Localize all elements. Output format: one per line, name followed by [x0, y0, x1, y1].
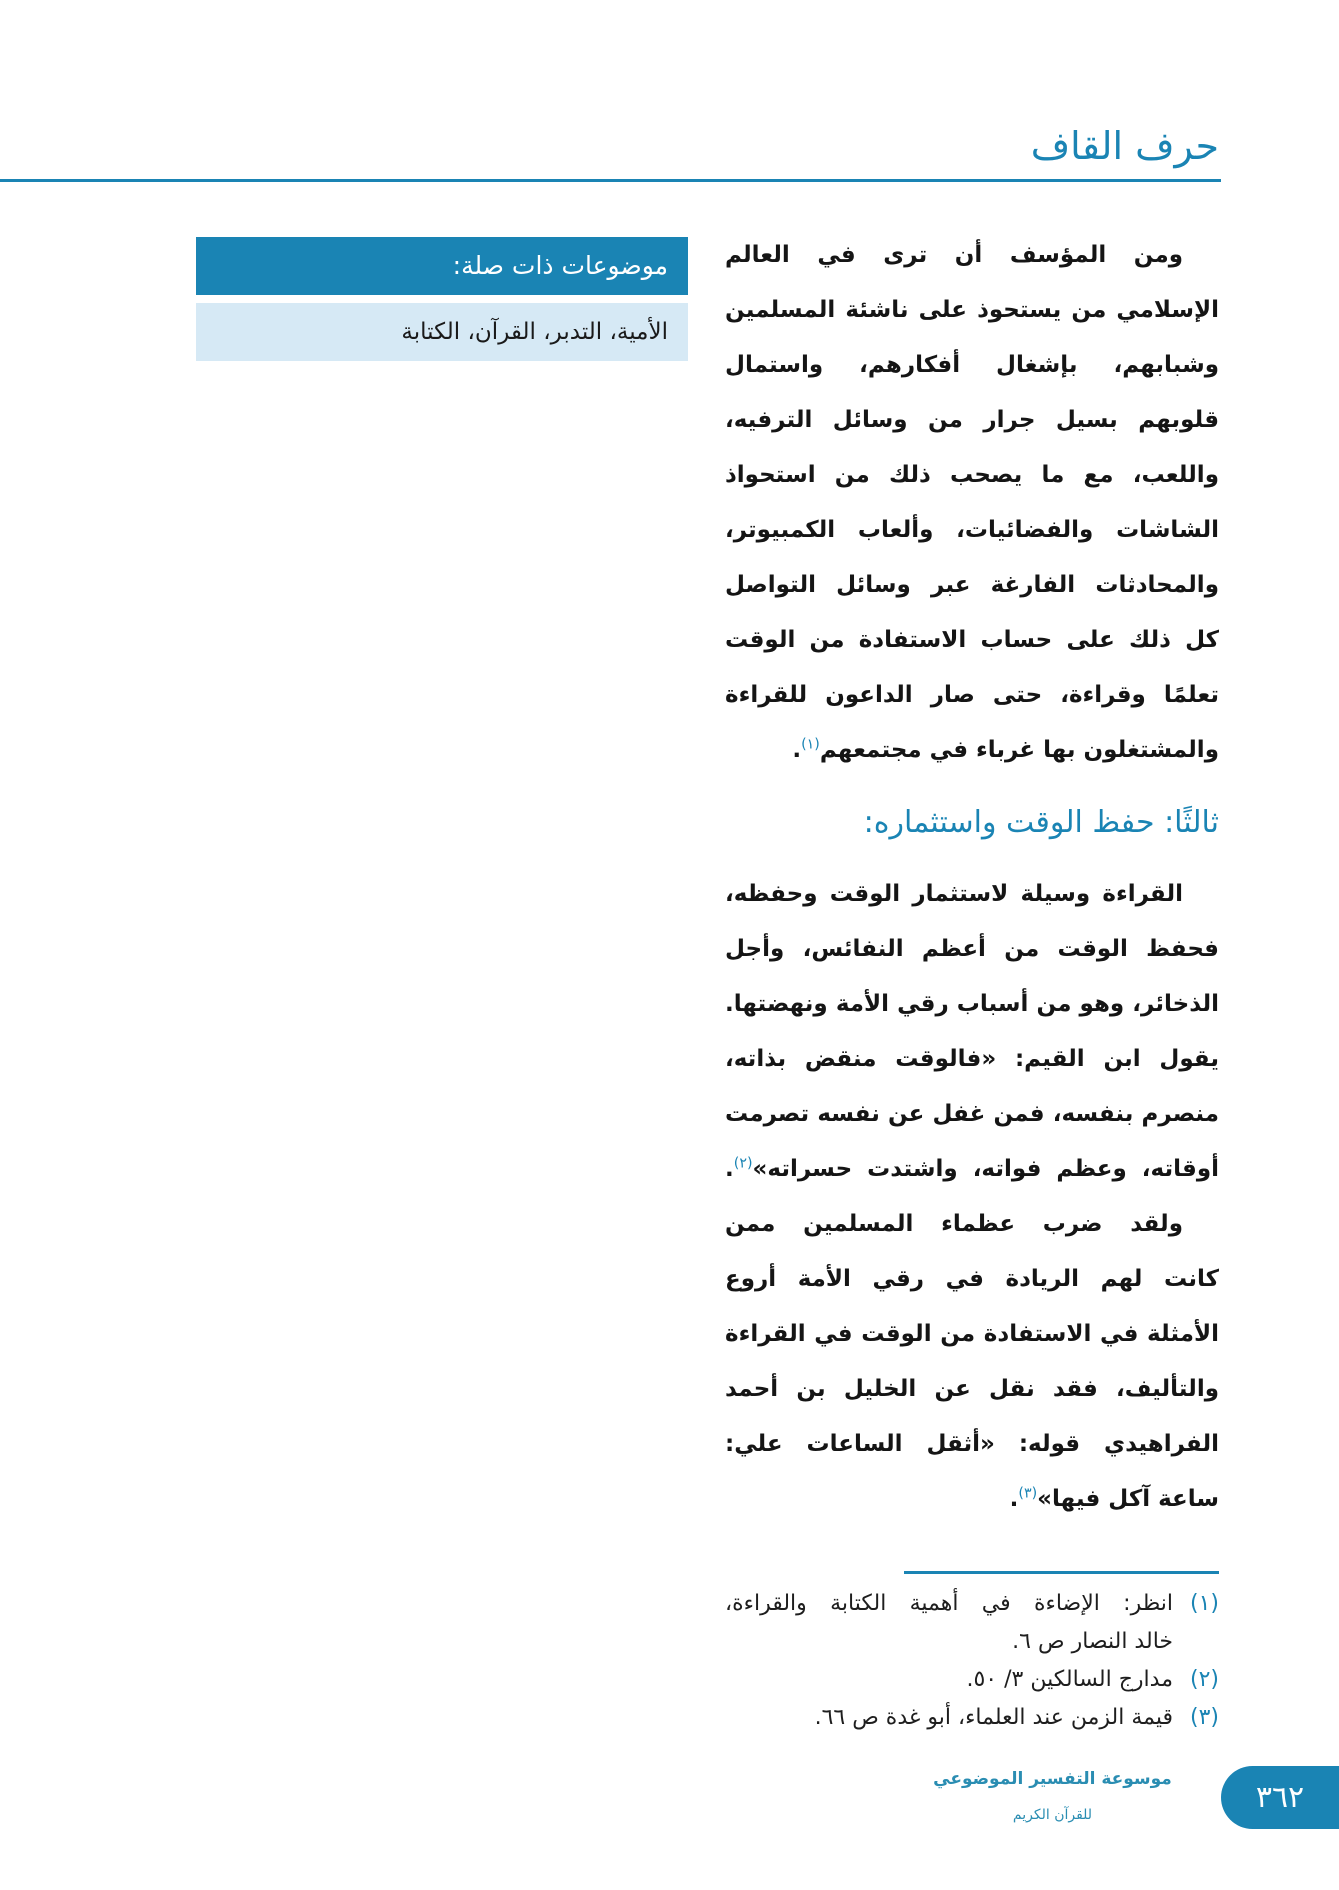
footnote-line: خالد النصار ص ٦. — [1012, 1629, 1173, 1654]
sentence-end: . — [725, 1156, 734, 1182]
logo-subtitle: للقرآن الكريم — [1012, 1807, 1093, 1823]
body-text-line: الذخائر، وهو من أسباب رقي الأمة ونهضتها. — [725, 991, 1219, 1017]
logo-title: موسوعة التفسير الموضوعي — [933, 1769, 1172, 1789]
body-text-line — [725, 1472, 1219, 1527]
related-topics-list: الأمية، التدبر، القرآن، الكتابة — [196, 303, 688, 361]
body-text-line: الفراهيدي قوله: «أثقل الساعات علي: — [725, 1431, 1219, 1457]
section-heading: ثالثًا: حفظ الوقت واستثماره: — [863, 805, 1219, 840]
footnote-ref-1: (١) — [801, 736, 820, 753]
paragraph-4 — [725, 1197, 1219, 1527]
sentence-end: . — [1009, 1486, 1019, 1512]
footnote-line: مدارج السالكين ٣/ ٥٠. — [966, 1667, 1173, 1692]
body-text-line: يقول ابن القيم: «فالوقت منقض بذاته، — [725, 1046, 1219, 1072]
body-text-line: تعلمًا وقراءة، حتى صار الداعون للقراءة — [725, 682, 1219, 708]
body-text-line: القراءة وسيلة لاستثمار الوقت وحفظه، — [725, 881, 1183, 907]
paragraph-2 — [725, 867, 1219, 1032]
related-topics-box — [196, 237, 688, 361]
body-text-line: الإسلامي من يستحوذ على ناشئة المسلمين — [725, 297, 1219, 323]
body-text-line — [725, 723, 1219, 778]
footnote-text — [725, 1661, 1173, 1699]
footnote-ref-2: (٢) — [733, 1155, 753, 1172]
footnote-number: (١) — [1189, 1591, 1219, 1616]
body-text-line: قلوبهم بسيل جرار من وسائل الترفيه، — [725, 407, 1219, 433]
footnote-2 — [725, 1661, 1219, 1699]
body-text: ساعة آكل فيها» — [1037, 1486, 1219, 1512]
body-text-line: الشاشات والفضائيات، وألعاب الكمبيوتر، — [725, 517, 1219, 543]
footnote-3 — [725, 1699, 1219, 1737]
body-text-line: واللعب، مع ما يصحب ذلك من استحواذ — [725, 462, 1219, 488]
body-text-line: ومن المؤسف أن ترى في العالم — [725, 242, 1183, 268]
body-text-line: كل ذلك على حساب الاستفادة من الوقت — [725, 627, 1219, 653]
footnotes-divider — [904, 1571, 1219, 1574]
encyclopedia-logo — [932, 1754, 1173, 1842]
body-text-line: كانت لهم الريادة في رقي الأمة أروع — [725, 1266, 1219, 1292]
related-topics-title: موضوعات ذات صلة: — [196, 237, 688, 295]
footnote-text — [725, 1585, 1173, 1661]
body-text-line: منصرم بنفسه، فمن غفل عن نفسه تصرمت — [725, 1101, 1219, 1127]
footnote-ref-3: (٣) — [1018, 1485, 1038, 1502]
body-text-line: والمحادثات الفارغة عبر وسائل التواصل — [725, 572, 1219, 598]
paragraph-3 — [725, 1032, 1219, 1197]
footnotes — [725, 1585, 1219, 1737]
paragraph-1 — [725, 228, 1219, 778]
body-text-line: والتأليف، فقد نقل عن الخليل بن أحمد — [725, 1376, 1219, 1402]
body-text-line: وشبابهم، بإشغال أفكارهم، واستمال — [725, 352, 1219, 378]
header-rule — [0, 179, 1221, 182]
footnote-number: (٣) — [1189, 1705, 1219, 1730]
footnote-line: انظر: الإضاءة في أهمية الكتابة والقراءة، — [725, 1591, 1173, 1616]
body-text: والمشتغلون بها غرباء في مجتمعهم — [819, 737, 1219, 763]
footnote-text — [725, 1699, 1173, 1737]
chapter-title: حرف القاف — [1030, 124, 1219, 168]
page-number: ٣٦٢ — [1221, 1766, 1339, 1829]
sentence-end: . — [792, 737, 802, 763]
body-text-line: ولقد ضرب عظماء المسلمين ممن — [725, 1211, 1183, 1237]
footnote-number: (٢) — [1189, 1667, 1219, 1692]
footnote-1 — [725, 1585, 1219, 1661]
body-text-line: الأمثلة في الاستفادة من الوقت في القراءة — [725, 1321, 1219, 1347]
footnote-line: قيمة الزمن عند العلماء، أبو غدة ص ٦٦. — [814, 1705, 1173, 1730]
body-text-line — [725, 1142, 1219, 1197]
body-text: أوقاته، وعظم فواته، واشتدت حسراته» — [752, 1156, 1219, 1182]
body-text-line: فحفظ الوقت من أعظم النفائس، وأجل — [725, 936, 1219, 962]
main-text-column — [725, 228, 1219, 1527]
